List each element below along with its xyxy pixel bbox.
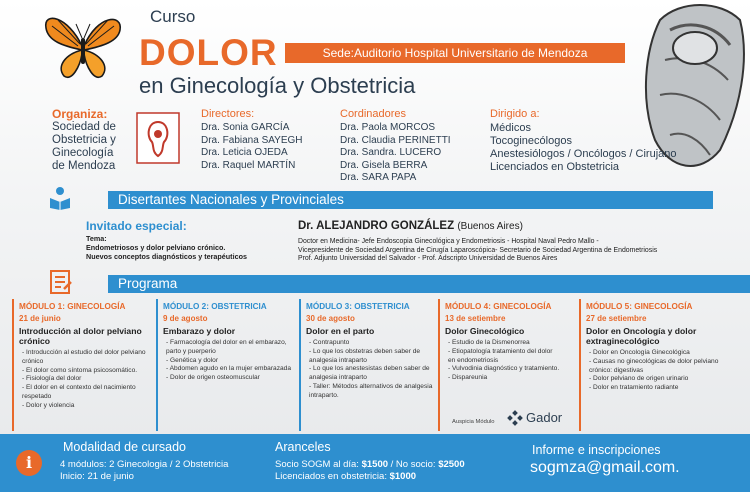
modality-title: Modalidad de cursado xyxy=(63,440,186,454)
guest-topic: Tema: Endometriosos y dolor pelviano crónico. Nuevos conceptos diagnósticos y terapéuticos xyxy=(86,234,247,261)
module-1 xyxy=(12,299,152,431)
module-topics xyxy=(586,349,747,393)
module-topics xyxy=(306,339,439,401)
module-topics xyxy=(445,339,578,383)
list-item: crónico: digestivas xyxy=(589,366,644,374)
audience-label: Dirigido a: xyxy=(490,108,540,120)
list-item: analgesia intraparto xyxy=(309,356,367,364)
speakers-section-bar: Disertantes Nacionales y Provinciales xyxy=(108,191,713,209)
course-label: Curso xyxy=(150,7,196,26)
module-topics xyxy=(163,339,296,383)
info-title: Informe e inscripciones xyxy=(532,443,661,457)
fees-title: Aranceles xyxy=(275,440,331,454)
module-title: MÓDULO 3: OBSTETRICIA xyxy=(306,302,410,311)
guest-name: Dr. ALEJANDRO GONZÁLEZ (Buenos Aires) xyxy=(298,220,523,232)
list-item: Dra. Sandra. LUCERO xyxy=(340,147,442,158)
list-item: Dra. Raquel MARTÍN xyxy=(201,159,296,171)
directors-label: Directores: xyxy=(201,108,255,120)
list-item: - Farmacología del dolor en el embarazo, xyxy=(166,339,287,346)
list-item: - Taller: Métodos alternativos de analgesia xyxy=(309,382,433,390)
module-subject: Dolor en Oncología y dolor extraginecológico xyxy=(586,326,697,346)
society-logo xyxy=(136,112,180,164)
module-title: MÓDULO 1: GINECOLOGÍA xyxy=(19,302,126,311)
list-item: - Dolor en Oncología Ginecológica xyxy=(589,349,690,356)
list-item: respetado xyxy=(22,392,52,400)
reading-person-icon xyxy=(48,186,72,210)
list-item: Médicos xyxy=(490,122,531,134)
list-item: Dra. Paola MORCOS xyxy=(340,122,436,133)
list-item: - Lo que los anestesistas deben saber de xyxy=(309,365,430,373)
list-item: - Estudio de la Dismenorrea xyxy=(448,339,530,346)
list-item: - El dolor en el contexto del nacimiento xyxy=(22,384,136,392)
module-subject: Dolor Ginecológico xyxy=(445,326,525,336)
list-item: crónico xyxy=(22,357,44,365)
list-item: Anestesiólogos / Oncólogos / Cirujano xyxy=(490,148,677,160)
guest-bio: Doctor en Medicina- Jefe Endoscopia Ginecológica y Endometriosis - Hospital Naval Pedro Mallo - Vicepresidente de Sociedad Argentina de Cirugía Laparoscópica- Secretario de Sociedad Argentina de Endometriosis Prof. Adjunto Universidad del Salvador - Prof. Adscripto Universidad de Buenos Aires xyxy=(298,238,658,262)
organizer-label: Organiza: xyxy=(52,107,108,121)
module-date: 13 de setiembre xyxy=(445,314,506,323)
course-title: DOLOR xyxy=(139,32,278,73)
list-item: - Dolor en tratamiento radiante xyxy=(589,384,679,392)
list-item: - Fisiología del dolor xyxy=(22,375,82,383)
module-subject: Introducción al dolor pelviano crónico xyxy=(19,326,142,346)
module-title: MÓDULO 2: OBSTETRICIA xyxy=(163,302,267,311)
list-item: - Vulvodinia diagnóstico y tratamiento. xyxy=(448,365,560,373)
list-item: Dra. Leticia OJEDA xyxy=(201,147,288,158)
sponsor-label: Auspicia Módulo xyxy=(452,419,495,425)
guest-label: Invitado especial: xyxy=(86,219,187,233)
list-item: - Etiopatología tratamiento del dolor xyxy=(448,347,553,355)
list-item: - Genética y dolor xyxy=(166,356,219,364)
list-item: - Dolor pelviano de origen urinario xyxy=(589,375,689,383)
contact-email[interactable]: sogmza@gmail.com. xyxy=(530,459,680,476)
course-subtitle: en Ginecología y Obstetricia xyxy=(139,73,416,98)
module-date: 9 de agosto xyxy=(163,314,208,323)
list-item: intraparto. xyxy=(309,391,339,399)
directors-list xyxy=(201,122,303,172)
coordinators-list xyxy=(340,122,451,185)
list-item: parto y puerperio xyxy=(166,347,216,355)
module-title: MÓDULO 4: GINECOLOGÍA xyxy=(445,302,552,311)
list-item: Dra. Gisela BERRA xyxy=(340,159,428,171)
list-item: - Abdomen agudo en la mujer embarazada xyxy=(166,365,291,373)
list-item: - Dispareunia xyxy=(448,374,488,382)
module-title: MÓDULO 5: GINECOLOGÍA xyxy=(586,302,693,311)
list-item: Tocoginecólogos xyxy=(490,135,572,147)
list-item: - Dolor y violencia xyxy=(22,401,75,409)
organizer-name: Sociedad de Obstetricia y Ginecología de Mendoza xyxy=(52,121,116,172)
info-icon: i xyxy=(16,450,42,476)
module-subject: Embarazo y dolor xyxy=(163,326,236,336)
coordinators-label: Cordinadores xyxy=(340,108,407,120)
list-item: Licenciados en Obstetricia xyxy=(490,161,620,173)
list-item: - Causas no ginecológicas de dolor pelviano xyxy=(589,357,719,365)
module-subject: Dolor en el parto xyxy=(306,326,375,336)
list-item: - El dolor como síntoma psicosomático. xyxy=(22,366,138,374)
list-item: Dra. SARA PAPA xyxy=(340,172,417,183)
module-2 xyxy=(156,299,296,431)
list-item: Dra. Claudia PERINETTI xyxy=(340,134,451,146)
list-item: - Introducción al estudio del dolor pelviano xyxy=(22,349,146,356)
checklist-icon xyxy=(50,270,72,294)
modality-text: 4 módulos: 2 Ginecologia / 2 Obstetricia Inicio: 21 de junio xyxy=(60,459,229,482)
module-date: 21 de junio xyxy=(19,314,61,323)
module-date: 30 de agosto xyxy=(306,314,355,323)
venue-banner: Sede:Auditorio Hospital Universitario de Mendoza xyxy=(285,43,625,63)
module-3 xyxy=(299,299,439,431)
sponsor-name: Gador xyxy=(526,410,563,425)
butterfly-image xyxy=(38,6,128,88)
list-item: - Contrapunto xyxy=(309,339,350,346)
list-item: Dra. Fabiana SAYEGH xyxy=(201,134,303,146)
module-date: 27 de setiembre xyxy=(586,314,647,323)
list-item: - Dolor de origen osteomuscular xyxy=(166,374,260,382)
list-item: - Lo que los obstetras deben saber de xyxy=(309,347,421,355)
program-section-bar: Programa xyxy=(108,275,750,293)
fees-text: Socio SOGM al día: $1500 / No socio: $2500 Licenciados en obstetricia: $1000 xyxy=(275,459,465,482)
module-topics xyxy=(19,349,152,411)
list-item: en endometriosis xyxy=(448,356,499,364)
module-5 xyxy=(579,299,747,431)
list-item: analgesia intraparto xyxy=(309,374,367,382)
audience-list xyxy=(490,122,677,174)
list-item: Dra. Sonia GARCÍA xyxy=(201,122,290,133)
